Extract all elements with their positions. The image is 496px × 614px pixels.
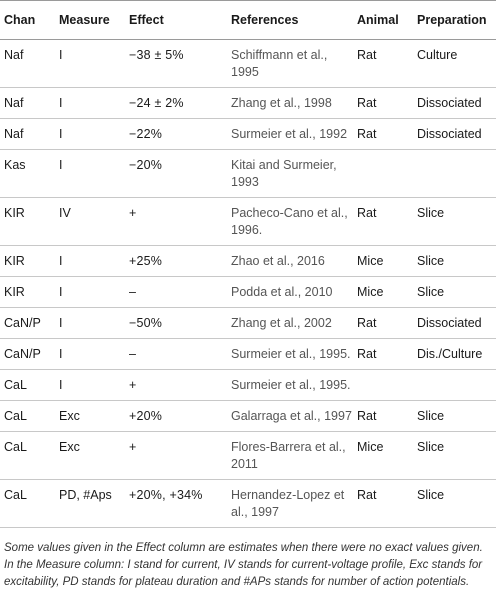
cell-effect: – — [125, 277, 227, 308]
cell-reference: Flores-Barrera et al., 2011 — [227, 432, 353, 480]
cell-animal — [353, 370, 413, 401]
cell-chan: CaN/P — [0, 308, 55, 339]
table-row — [0, 401, 496, 432]
cell-preparation: Slice — [413, 432, 496, 480]
table-row — [0, 308, 496, 339]
cell-effect: −20% — [125, 150, 227, 198]
cell-effect: – — [125, 339, 227, 370]
table-row — [0, 370, 496, 401]
cell-measure: IV — [55, 198, 125, 246]
cell-reference: Kitai and Surmeier, 1993 — [227, 150, 353, 198]
table-footnote: Some values given in the Effect column are estimates when there were no exact values given. In the Measure column: I stand for current, IV stands for current-voltage profile, Exc stands for excitability, PD stands for plateau duration and #APs stands for number of action potentials. — [4, 542, 483, 588]
cell-chan: CaL — [0, 480, 55, 528]
cell-animal: Mice — [353, 432, 413, 480]
cell-measure: I — [55, 339, 125, 370]
cell-measure: I — [55, 119, 125, 150]
header-animal: Animal — [353, 1, 413, 40]
header-chan: Chan — [0, 1, 55, 40]
cell-reference: Hernandez-Lopez et al., 1997 — [227, 480, 353, 528]
header-effect: Effect — [125, 1, 227, 40]
cell-animal — [353, 150, 413, 198]
cell-animal: Mice — [353, 277, 413, 308]
cell-chan: KIR — [0, 246, 55, 277]
cell-preparation: Culture — [413, 40, 496, 88]
cell-measure: I — [55, 40, 125, 88]
cell-effect: +25% — [125, 246, 227, 277]
cell-animal: Rat — [353, 40, 413, 88]
cell-preparation: Dissociated — [413, 308, 496, 339]
cell-reference: Zhao et al., 2016 — [227, 246, 353, 277]
cell-chan: CaL — [0, 370, 55, 401]
table-row — [0, 150, 496, 198]
cell-reference: Galarraga et al., 1997 — [227, 401, 353, 432]
cell-reference: Zhang et al., 2002 — [227, 308, 353, 339]
cell-animal: Rat — [353, 88, 413, 119]
cell-chan: Naf — [0, 88, 55, 119]
cell-measure: Exc — [55, 432, 125, 480]
header-row — [0, 1, 496, 40]
cell-measure: PD, #Aps — [55, 480, 125, 528]
cell-animal: Rat — [353, 480, 413, 528]
cell-effect: + — [125, 198, 227, 246]
cell-preparation: Slice — [413, 277, 496, 308]
cell-measure: I — [55, 308, 125, 339]
cell-effect: −38 ± 5% — [125, 40, 227, 88]
cell-chan: KIR — [0, 277, 55, 308]
table-row — [0, 88, 496, 119]
cell-preparation: Slice — [413, 480, 496, 528]
table-row — [0, 40, 496, 88]
cell-animal: Rat — [353, 401, 413, 432]
table-row — [0, 480, 496, 528]
table-row — [0, 119, 496, 150]
cell-measure: I — [55, 246, 125, 277]
cell-chan: Kas — [0, 150, 55, 198]
cell-effect: −24 ± 2% — [125, 88, 227, 119]
cell-measure: I — [55, 150, 125, 198]
table-row — [0, 277, 496, 308]
cell-reference: Surmeier et al., 1992 — [227, 119, 353, 150]
cell-effect: +20% — [125, 401, 227, 432]
header-measure: Measure — [55, 1, 125, 40]
cell-animal: Mice — [353, 246, 413, 277]
cell-animal: Rat — [353, 119, 413, 150]
cell-animal: Rat — [353, 339, 413, 370]
cell-chan: CaL — [0, 401, 55, 432]
cell-preparation: Slice — [413, 198, 496, 246]
cell-measure: I — [55, 370, 125, 401]
cell-measure: I — [55, 277, 125, 308]
cell-reference: Schiffmann et al., 1995 — [227, 40, 353, 88]
cell-chan: Naf — [0, 40, 55, 88]
table-row — [0, 432, 496, 480]
cell-preparation: Dissociated — [413, 88, 496, 119]
cell-effect: −50% — [125, 308, 227, 339]
cell-reference: Surmeier et al., 1995. — [227, 339, 353, 370]
cell-preparation: Dissociated — [413, 119, 496, 150]
table-row — [0, 198, 496, 246]
cell-preparation — [413, 370, 496, 401]
cell-reference: Podda et al., 2010 — [227, 277, 353, 308]
cell-chan: CaN/P — [0, 339, 55, 370]
cell-effect: + — [125, 370, 227, 401]
cell-chan: KIR — [0, 198, 55, 246]
cell-measure: Exc — [55, 401, 125, 432]
cell-animal: Rat — [353, 308, 413, 339]
cell-preparation — [413, 150, 496, 198]
cell-animal: Rat — [353, 198, 413, 246]
cell-effect: + — [125, 432, 227, 480]
table-row — [0, 339, 496, 370]
cell-effect: −22% — [125, 119, 227, 150]
cell-chan: Naf — [0, 119, 55, 150]
cell-effect: +20%, +34% — [125, 480, 227, 528]
cell-preparation: Dis./Culture — [413, 339, 496, 370]
cell-measure: I — [55, 88, 125, 119]
cell-reference: Pacheco-Cano et al., 1996. — [227, 198, 353, 246]
header-preparation: Preparation — [413, 1, 496, 40]
cell-preparation: Slice — [413, 246, 496, 277]
header-references: References — [227, 1, 353, 40]
cell-reference: Surmeier et al., 1995. — [227, 370, 353, 401]
cell-chan: CaL — [0, 432, 55, 480]
table-row — [0, 246, 496, 277]
cell-preparation: Slice — [413, 401, 496, 432]
cell-reference: Zhang et al., 1998 — [227, 88, 353, 119]
